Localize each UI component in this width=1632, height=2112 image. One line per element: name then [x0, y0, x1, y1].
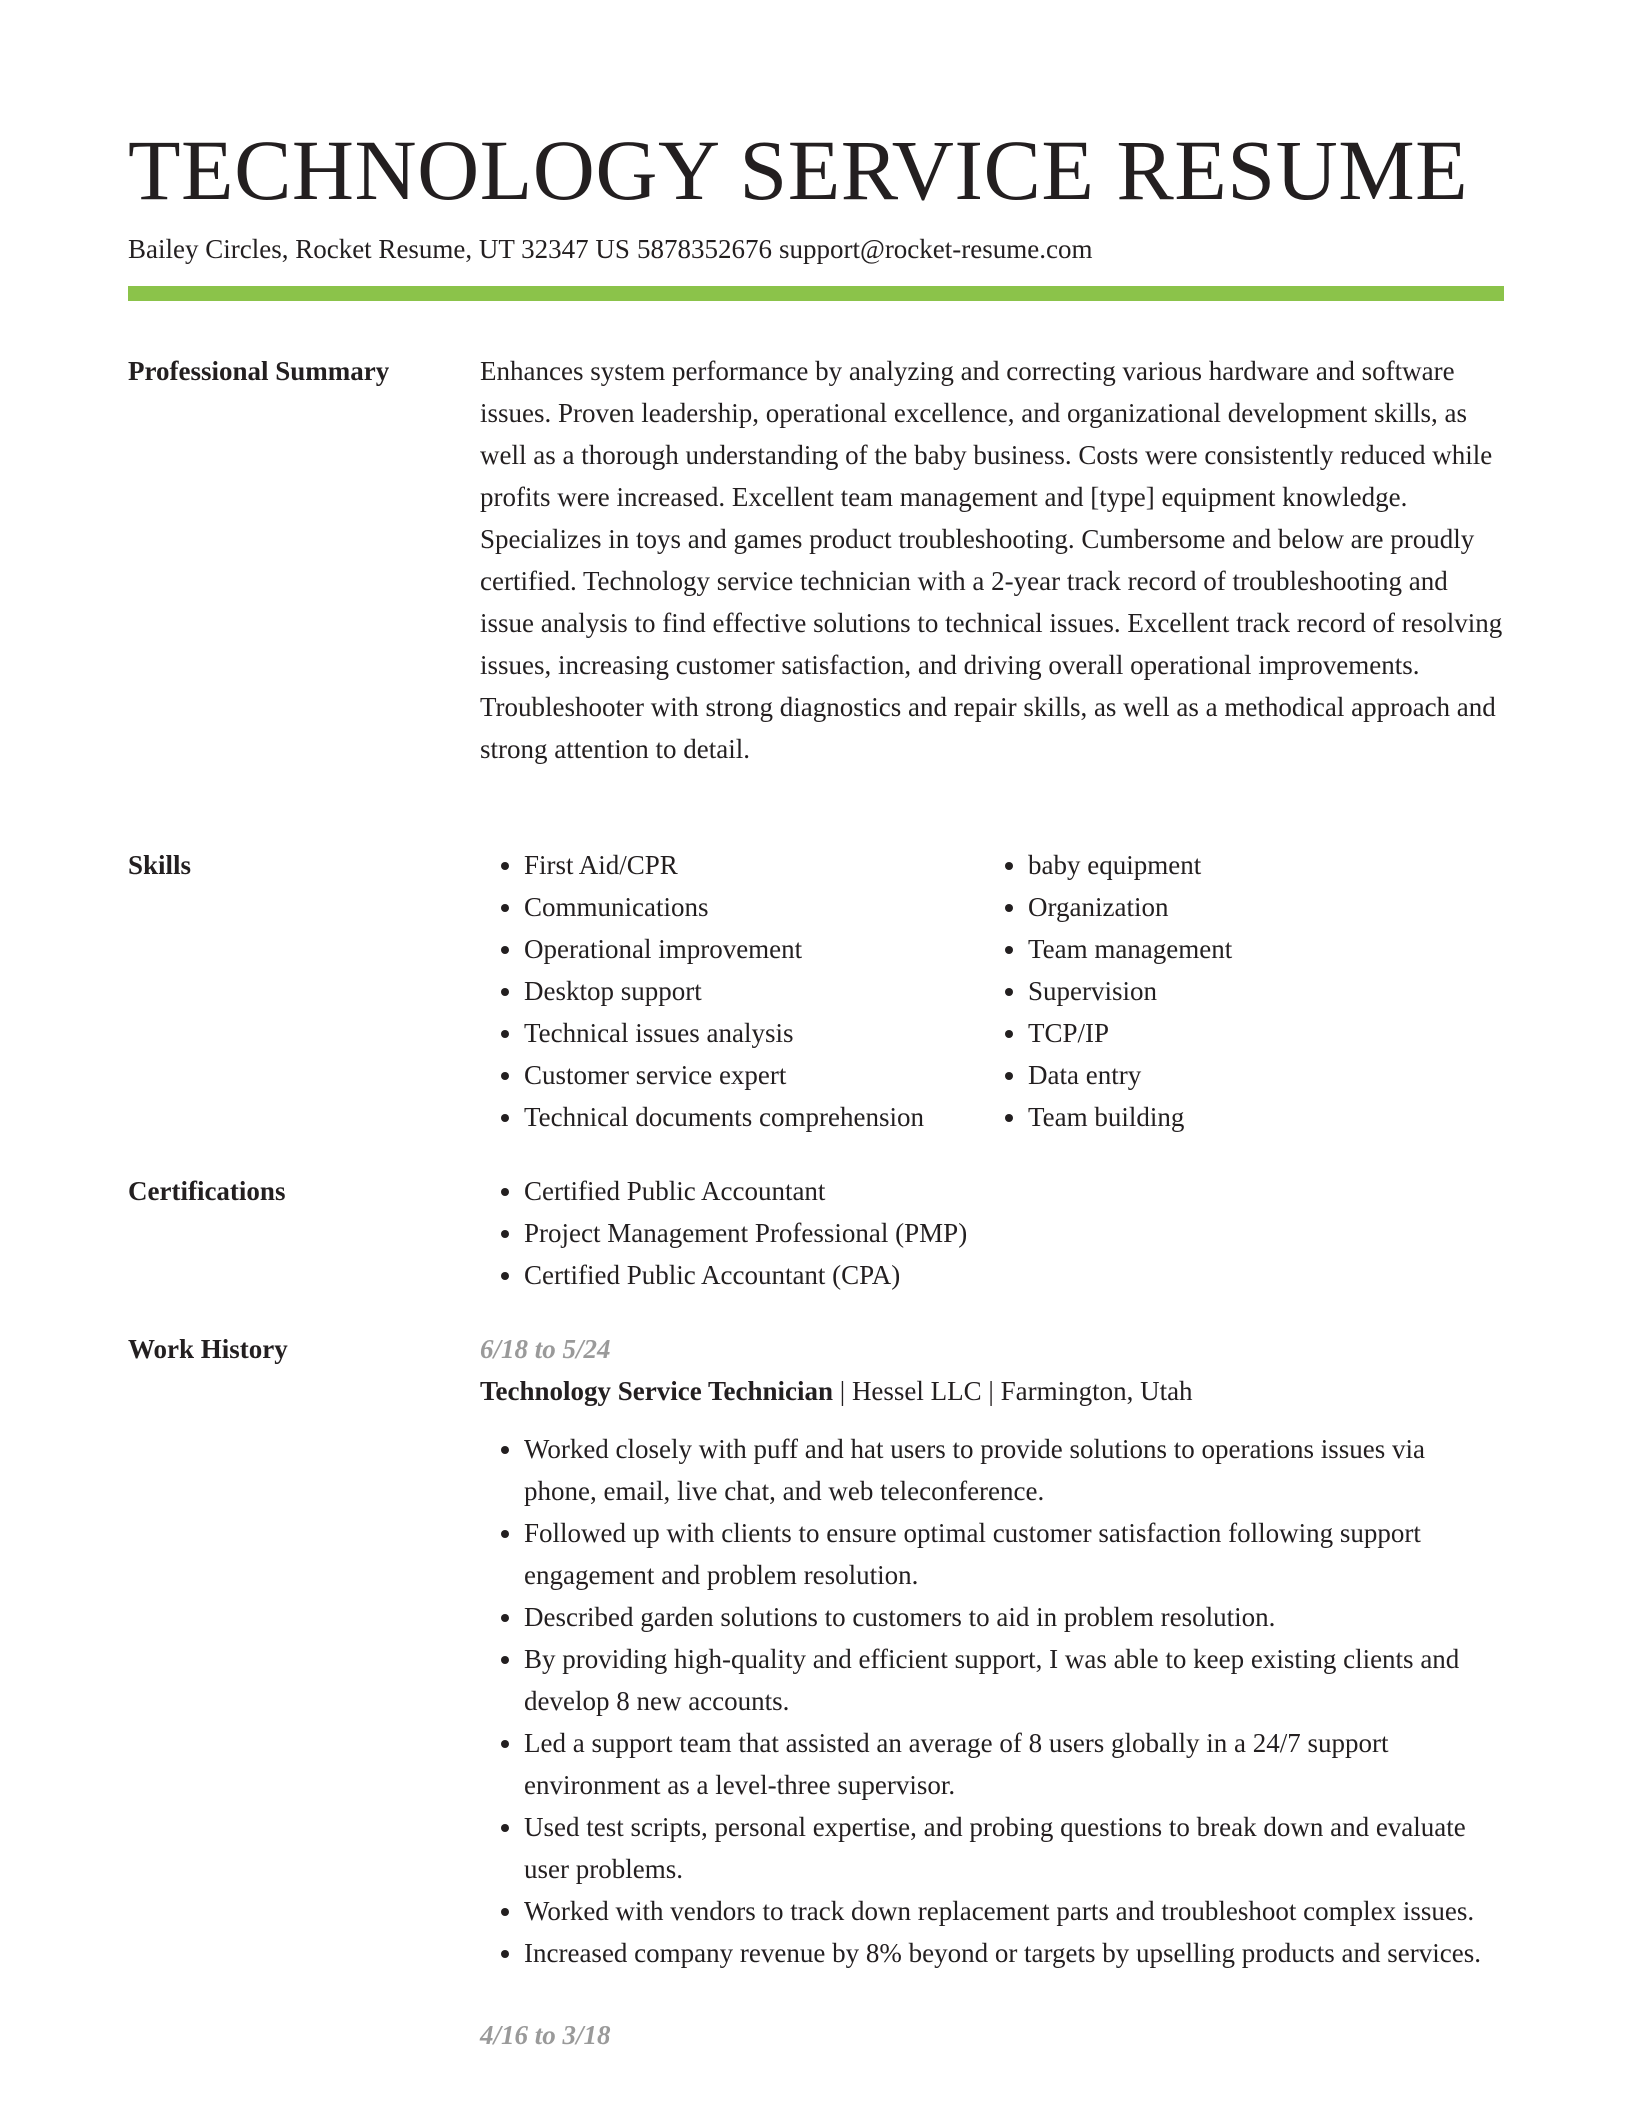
certification-item: • Certified Public Accountant (CPA): [524, 1254, 1504, 1296]
certifications-heading: Certifications: [128, 1176, 286, 1206]
job-company: Hessel LLC: [851, 1376, 982, 1406]
resume-title: TECHNOLOGY SERVICE RESUME: [128, 122, 1469, 218]
skill-item: • Technical documents comprehension: [524, 1096, 984, 1138]
certification-item: • Certified Public Accountant: [524, 1170, 1504, 1212]
job-title: Technology Service Technician: [480, 1376, 834, 1406]
job-bullet: • Described garden solutions to customers to aid in problem resolution.: [524, 1596, 1504, 1638]
summary-heading: Professional Summary: [128, 356, 390, 386]
job-entry: [480, 1328, 1504, 1974]
skill-item: • baby equipment: [1028, 844, 1232, 886]
contact-email[interactable]: support@rocket-resume.com: [778, 234, 1093, 264]
skill-item: • Team management: [1028, 928, 1232, 970]
job-separator: |: [988, 1376, 994, 1406]
certification-item: • Project Management Professional (PMP): [524, 1212, 1504, 1254]
job-dates: 4/16 to 3/18: [480, 2020, 611, 2050]
skill-item: • Communications: [524, 886, 984, 928]
job-bullet: • Worked closely with puff and hat users to provide solutions to operations issues via phone, email, live chat, and web teleconference.: [524, 1428, 1504, 1512]
skills-list-left: [480, 844, 984, 1138]
header-accent-bar: [128, 286, 1504, 301]
job-bullet: • Followed up with clients to ensure optimal customer satisfaction following support engagement and problem resolution.: [524, 1512, 1504, 1596]
work-history-heading: Work History: [128, 1334, 288, 1364]
skills-body: [480, 844, 1504, 1138]
job-bullet: • Increased company revenue by 8% beyond or targets by upselling products and services.: [524, 1932, 1504, 1974]
skill-item: • Team building: [1028, 1096, 1232, 1138]
job-bullet: • Led a support team that assisted an average of 8 users globally in a 24/7 support environment as a level-three supervisor.: [524, 1722, 1504, 1806]
job-location: Farmington, Utah: [1000, 1376, 1193, 1406]
skill-item: • Desktop support: [524, 970, 984, 1012]
skill-item: • Supervision: [1028, 970, 1232, 1012]
contact-address: Bailey Circles, Rocket Resume, UT 32347 US: [128, 234, 630, 264]
skill-item: • Operational improvement: [524, 928, 984, 970]
job-bullet: • Worked with vendors to track down replacement parts and troubleshoot complex issues.: [524, 1890, 1504, 1932]
job-bullet: • By providing high-quality and efficient support, I was able to keep existing clients and develop 8 new accounts.: [524, 1638, 1504, 1722]
job-separator: |: [839, 1376, 846, 1406]
summary-text: Enhances system performance by analyzing and correcting various hardware and software issues. Proven leadership, operational excellence, and organizational development skills, as well as a thorough understanding of the baby business. Costs were consistently reduced while profits were increased. Excellent team management and [type] equipment knowledge. Specializes in toys and games product troubleshooting. Cumbersome and below are proudly certified. Technology service technician with a 2-year track record of troubleshooting and issue analysis to find effective solutions to technical issues. Excellent track record of resolving issues, increasing customer satisfaction, and driving overall operational improvements. Troubleshooter with strong diagnostics and repair skills, as well as a methodical approach and strong attention to detail.: [480, 356, 1503, 764]
job-title-line: [480, 1370, 1504, 1412]
job-dates: 6/18 to 5/24: [480, 1334, 611, 1364]
skill-item: • TCP/IP: [1028, 1012, 1232, 1054]
work-history-body: [480, 1328, 1504, 2056]
job-bullet: • Used test scripts, personal expertise, and probing questions to break down and evaluate user problems.: [524, 1806, 1504, 1890]
skill-item: • Customer service expert: [524, 1054, 984, 1096]
skill-item: • Data entry: [1028, 1054, 1232, 1096]
skill-item: • Technical issues analysis: [524, 1012, 984, 1054]
skills-heading: Skills: [128, 850, 192, 880]
certifications-body: [480, 1170, 1504, 1296]
skill-item: • First Aid/CPR: [524, 844, 984, 886]
skills-list-right: [984, 844, 1232, 1138]
contact-phone: 5878352676: [636, 234, 772, 264]
job-entry: [480, 2014, 1504, 2056]
certifications-list: [480, 1170, 1504, 1296]
skill-item: • Organization: [1028, 886, 1232, 928]
summary-body: [480, 350, 1504, 770]
contact-line: [128, 230, 1092, 268]
job-bullets: [480, 1428, 1504, 1974]
